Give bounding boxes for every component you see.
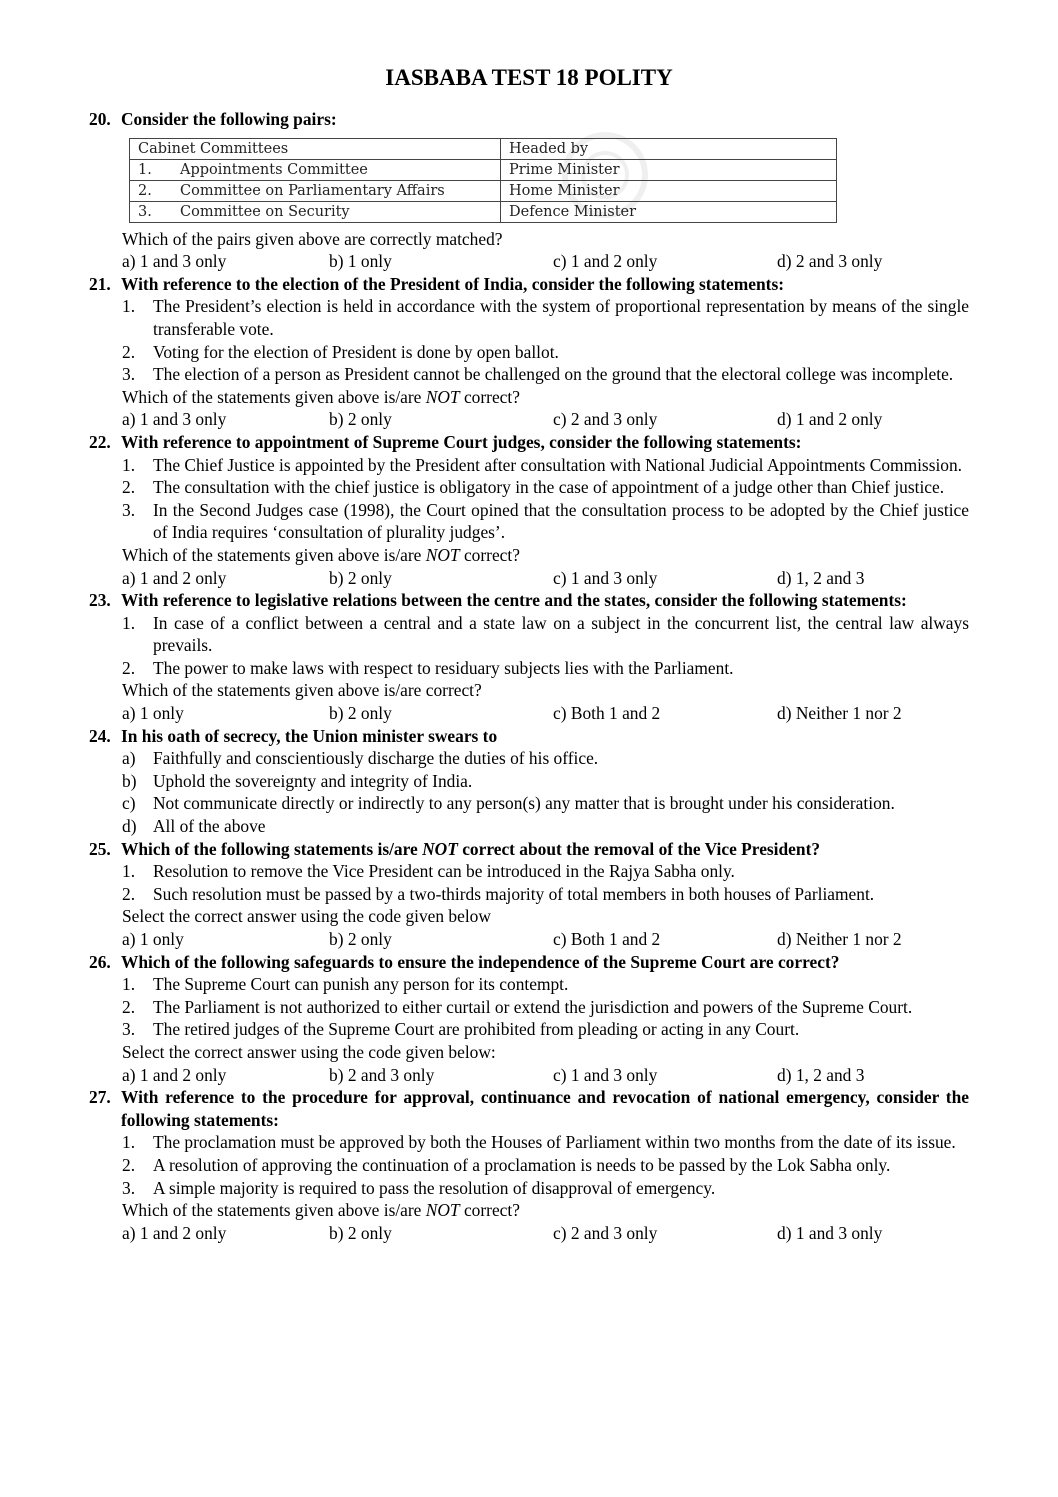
item-text: The consultation with the chief justice is obligatory in the case of appointment of a judge other than Chief justice. — [153, 477, 945, 498]
item-label: 1. — [122, 454, 136, 475]
table-row — [130, 180, 837, 201]
option-a: a) 1 and 3 only — [122, 409, 227, 430]
list-item — [122, 860, 969, 883]
question-number: 24. — [89, 725, 111, 746]
question-26 — [89, 951, 969, 1087]
table-row — [130, 159, 837, 180]
option-list — [122, 747, 969, 837]
table-cell — [130, 201, 501, 222]
item-label: d) — [122, 816, 137, 837]
option-a: a) 1 and 2 only — [122, 567, 227, 588]
option-c: c) Both 1 and 2 — [553, 703, 661, 724]
option-a: a) 1 and 3 only — [122, 251, 227, 272]
item-label: c) — [122, 793, 136, 814]
list-item — [122, 363, 969, 386]
answer-options — [122, 567, 969, 590]
list-item — [122, 657, 969, 680]
option-c: c) 2 and 3 only — [553, 409, 658, 430]
item-text: Voting for the election of President is done by open ballot. — [153, 341, 559, 362]
question-20 — [89, 108, 969, 273]
item-text: The retired judges of the Supreme Court are prohibited from pleading or acting in any Court. — [153, 1019, 800, 1040]
question-24 — [89, 725, 969, 838]
question-number: 20. — [89, 109, 111, 129]
item-label: b) — [122, 770, 137, 791]
question-text-part: Which of the following statements is/are — [121, 838, 423, 859]
question-stem — [122, 544, 969, 567]
option-d: d) Neither 1 nor 2 — [777, 929, 902, 949]
answer-options — [122, 702, 969, 725]
question-heading — [89, 431, 969, 454]
question-heading — [89, 838, 969, 861]
stem-text: correct? — [459, 544, 520, 565]
row-number: 3. — [138, 203, 152, 220]
list-item — [122, 476, 969, 499]
question-number: 23. — [89, 590, 111, 611]
answer-options — [122, 408, 969, 431]
option-d: d) 1, 2 and 3 — [777, 1064, 865, 1085]
option-a: a) 1 only — [122, 703, 184, 724]
question-text-emphasis: NOT — [422, 838, 458, 859]
question-text: In his oath of secrecy, the Union minister swears to — [121, 725, 498, 746]
table-cell: Home Minister — [501, 180, 837, 201]
question-text: Which of the following safeguards to ensure the independence of the Supreme Court are correct? — [121, 951, 840, 972]
item-label: 3. — [122, 1019, 136, 1040]
item-label: 1. — [122, 1132, 136, 1153]
item-label: 3. — [122, 1177, 136, 1198]
option-d: d) Neither 1 nor 2 — [777, 703, 902, 724]
question-text — [121, 838, 969, 861]
item-label: 2. — [122, 341, 136, 362]
item-label: 2. — [122, 1154, 136, 1175]
question-text: With reference to the procedure for approval, continuance and revocation of national emergency, consider the following statements: — [121, 1087, 969, 1130]
question-stem: Select the correct answer using the code given below — [122, 906, 491, 927]
question-text-part: correct about the removal of the Vice President? — [457, 838, 821, 859]
item-label: 1. — [122, 861, 136, 882]
committee-name: Appointments Committee — [180, 161, 368, 178]
item-text: The Supreme Court can punish any person for its contempt. — [153, 974, 569, 995]
item-text: Such resolution must be passed by a two-thirds majority of total members in both houses of Parliament. — [153, 883, 875, 904]
stem-emphasis: NOT — [425, 386, 460, 407]
question-stem: Select the correct answer using the code given below: — [122, 1041, 496, 1062]
question-number: 25. — [89, 838, 111, 859]
committee-name: Committee on Security — [180, 203, 350, 220]
item-text: A simple majority is required to pass the resolution of disapproval of emergency. — [153, 1177, 716, 1198]
list-item — [122, 770, 969, 793]
list-item — [122, 1131, 969, 1154]
question-22 — [89, 431, 969, 589]
statement-list — [122, 973, 969, 1041]
list-item — [122, 612, 969, 657]
item-text: The Parliament is not authorized to either curtail or extend the jurisdiction and powers of the Supreme Court. — [153, 996, 913, 1017]
option-b: b) 2 only — [329, 567, 392, 588]
item-label: 3. — [122, 364, 136, 385]
option-b: b) 2 only — [329, 703, 392, 724]
item-label: 1. — [122, 612, 136, 633]
question-heading — [89, 273, 969, 296]
item-text: Resolution to remove the Vice President can be introduced in the Rajya Sabha only. — [153, 861, 735, 882]
question-list — [89, 108, 969, 1244]
answer-options — [122, 928, 969, 951]
item-label: a) — [122, 748, 136, 769]
list-item — [122, 1018, 969, 1041]
question-heading — [89, 1086, 969, 1131]
list-item — [122, 499, 969, 544]
question-number: 22. — [89, 431, 111, 452]
question-number: 21. — [89, 273, 111, 294]
list-item — [122, 996, 969, 1019]
item-text: In case of a conflict between a central and a state law on a subject in the concurrent list, the central law always prevails. — [153, 612, 969, 656]
question-stem: Which of the pairs given above are correctly matched? — [122, 228, 503, 249]
stem-text: Which of the statements given above is/are — [122, 544, 426, 565]
list-item — [122, 1177, 969, 1200]
list-item — [122, 973, 969, 996]
stem-text: Which of the statements given above is/are — [122, 1200, 426, 1221]
option-d: d) 1, 2 and 3 — [777, 567, 865, 588]
option-b: b) 2 and 3 only — [329, 1064, 435, 1085]
item-text: Not communicate directly or indirectly to any person(s) any matter that is brought under his consideration. — [153, 793, 895, 814]
table-cell — [130, 159, 501, 180]
item-text: The proclamation must be approved by both the Houses of Parliament within two months from the date of its issue. — [153, 1132, 956, 1153]
item-label: 3. — [122, 499, 136, 520]
option-d: d) 1 and 2 only — [777, 409, 883, 430]
committee-name: Committee on Parliamentary Affairs — [180, 182, 445, 199]
list-item — [122, 295, 969, 340]
question-text: With reference to appointment of Supreme Court judges, consider the following statements: — [121, 431, 802, 452]
question-25 — [89, 838, 969, 951]
list-item — [122, 792, 969, 815]
item-label: 1. — [122, 296, 136, 317]
item-label: 2. — [122, 883, 136, 904]
option-b: b) 2 only — [329, 1222, 392, 1243]
statement-list — [122, 454, 969, 544]
page-title: IASBABA TEST 18 POLITY — [385, 65, 673, 90]
question-number: 26. — [89, 951, 111, 972]
answer-options — [122, 1064, 969, 1087]
question-text: With reference to legislative relations between the centre and the states, consider the following statements: — [121, 590, 907, 611]
question-heading — [89, 589, 969, 612]
list-item — [122, 341, 969, 364]
question-stem: Which of the statements given above is/are correct? — [122, 680, 482, 701]
question-heading — [89, 108, 969, 131]
question-27 — [89, 1086, 969, 1244]
list-item — [122, 747, 969, 770]
item-text: Faithfully and conscientiously discharge the duties of his office. — [153, 748, 599, 769]
item-text: A resolution of approving the continuation of a proclamation is needs to be passed by the Lok Sabha only. — [153, 1154, 891, 1175]
table-header-cell: Cabinet Committees — [130, 138, 501, 159]
stem-emphasis: NOT — [425, 1200, 460, 1221]
statement-list — [122, 612, 969, 680]
list-item — [122, 454, 969, 477]
item-text: The President’s election is held in accordance with the system of proportional representation by means of the single transferable vote. — [153, 296, 969, 339]
item-text: The election of a person as President cannot be challenged on the ground that the electoral college was incomplete. — [153, 364, 954, 385]
statement-list — [122, 295, 969, 385]
table-header-row — [130, 138, 837, 159]
table-row — [130, 201, 837, 222]
option-d: d) 1 and 3 only — [777, 1222, 883, 1243]
question-text: Consider the following pairs: — [121, 109, 337, 129]
list-item — [122, 815, 969, 838]
stem-emphasis: NOT — [425, 544, 460, 565]
row-number: 1. — [138, 161, 152, 178]
option-a: a) 1 and 2 only — [122, 1064, 227, 1085]
item-text: All of the above — [153, 816, 266, 837]
question-heading — [89, 951, 969, 974]
option-b: b) 1 only — [329, 251, 392, 272]
answer-options — [122, 1222, 969, 1245]
question-number: 27. — [89, 1087, 111, 1108]
option-c: c) 1 and 2 only — [553, 251, 658, 272]
stem-text: correct? — [459, 1200, 520, 1221]
option-c: c) 1 and 3 only — [553, 1064, 658, 1085]
item-text: In the Second Judges case (1998), the Court opined that the consultation process to be adopted by the Chief justice of India requires ‘consultation of plurality judges’. — [153, 499, 969, 543]
option-c: c) 2 and 3 only — [553, 1222, 658, 1243]
option-a: a) 1 only — [122, 929, 184, 949]
option-a: a) 1 and 2 only — [122, 1222, 227, 1243]
table-header-cell: Headed by — [501, 138, 837, 159]
row-number: 2. — [138, 182, 152, 199]
option-d: d) 2 and 3 only — [777, 251, 883, 272]
item-label: 2. — [122, 657, 136, 678]
question-stem — [122, 386, 969, 409]
table-cell: Defence Minister — [501, 201, 837, 222]
statement-list — [122, 1131, 969, 1199]
item-text: The power to make laws with respect to residuary subjects lies with the Parliament. — [153, 657, 734, 678]
option-b: b) 2 only — [329, 929, 392, 949]
item-text: Uphold the sovereignty and integrity of India. — [153, 770, 473, 791]
list-item — [122, 1154, 969, 1177]
table-cell — [130, 180, 501, 201]
question-23 — [89, 589, 969, 725]
list-item — [122, 883, 969, 906]
question-text: With reference to the election of the President of India, consider the following statements: — [121, 273, 785, 294]
table-cell: Prime Minister — [501, 159, 837, 180]
pairs-table — [129, 138, 837, 223]
stem-text: correct? — [459, 386, 520, 407]
item-label: 2. — [122, 996, 136, 1017]
question-stem — [122, 1199, 969, 1222]
item-label: 2. — [122, 477, 136, 498]
question-21 — [89, 273, 969, 431]
option-b: b) 2 only — [329, 409, 392, 430]
option-c: c) Both 1 and 2 — [553, 929, 661, 949]
statement-list — [122, 860, 969, 905]
question-heading — [89, 725, 969, 748]
item-label: 1. — [122, 974, 136, 995]
stem-text: Which of the statements given above is/are — [122, 386, 426, 407]
item-text: The Chief Justice is appointed by the President after consultation with National Judicial Appointments Commission. — [153, 454, 963, 475]
option-c: c) 1 and 3 only — [553, 567, 658, 588]
answer-options — [122, 250, 969, 273]
